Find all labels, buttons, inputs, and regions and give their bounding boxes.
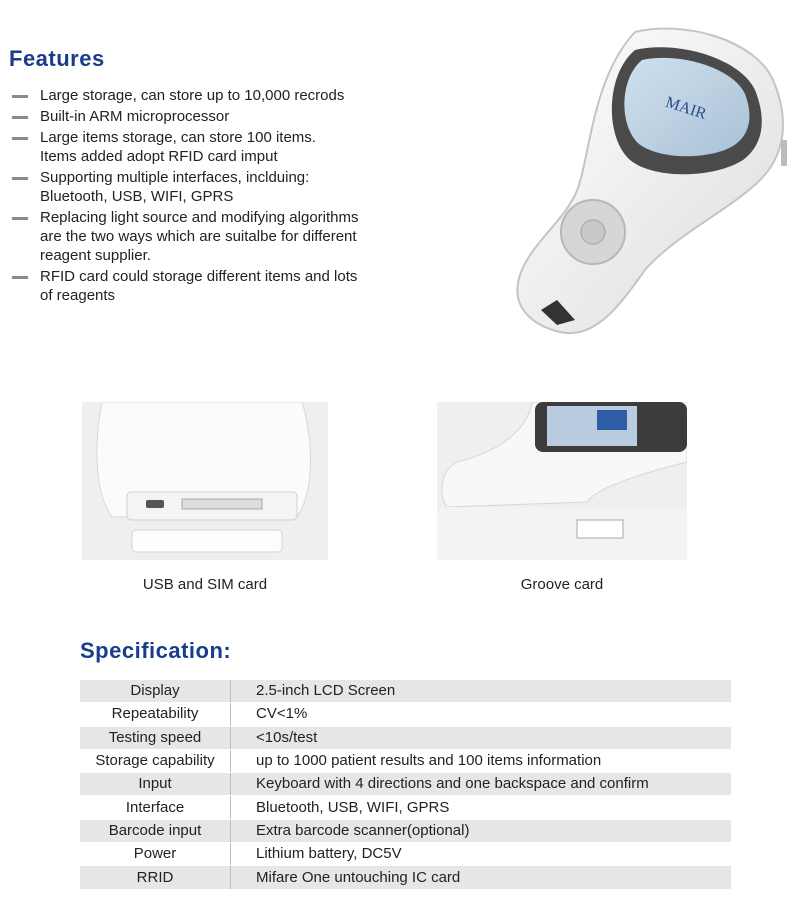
screen-text: MAIR — [663, 93, 709, 123]
feature-text: Supporting multiple interfaces, inclduing: — [40, 169, 310, 186]
feature-item — [12, 128, 432, 166]
table-row — [80, 703, 731, 726]
specification-heading: Specification: — [80, 638, 232, 663]
feature-item — [12, 86, 432, 105]
feature-text: Replacing light source and modifying algorithms — [40, 209, 359, 226]
groove-card-photo — [437, 402, 687, 560]
feature-text: are the two ways which are suitalbe for different — [40, 228, 357, 245]
feature-item — [12, 208, 432, 265]
feature-text: Large items storage, can store 100 items. — [40, 129, 316, 146]
feature-text: Bluetooth, USB, WIFI, GPRS — [40, 188, 234, 205]
table-row — [80, 796, 731, 819]
feature-text: of reagents — [40, 287, 116, 304]
feature-item — [12, 267, 432, 305]
spec-key: Power — [80, 843, 231, 866]
dash-bullet-icon — [12, 95, 28, 98]
feature-list — [12, 86, 432, 307]
handheld-analyzer-image — [505, 20, 795, 340]
spec-value: Extra barcode scanner(optional) — [231, 819, 732, 842]
spec-value: <10s/test — [231, 726, 732, 749]
feature-item — [12, 168, 432, 206]
table-row — [80, 843, 731, 866]
dash-bullet-icon — [12, 137, 28, 140]
spec-key: Interface — [80, 796, 231, 819]
groove-card-caption: Groove card — [520, 576, 604, 593]
spec-value: Lithium battery, DC5V — [231, 843, 732, 866]
specification-table — [80, 680, 731, 890]
spec-key: RRID — [80, 866, 231, 889]
feature-item — [12, 107, 432, 126]
dash-bullet-icon — [12, 116, 28, 119]
feature-text: Large storage, can store up to 10,000 recrods — [40, 87, 345, 104]
usb-sim-caption: USB and SIM card — [142, 576, 268, 593]
features-heading: Features — [9, 46, 105, 71]
spec-value: 2.5-inch LCD Screen — [231, 680, 732, 703]
usb-sim-image — [82, 402, 328, 560]
spec-key: Testing speed — [80, 726, 231, 749]
dash-bullet-icon — [12, 217, 28, 220]
spec-key: Barcode input — [80, 819, 231, 842]
spec-value: up to 1000 patient results and 100 items information — [231, 749, 732, 772]
feature-text: RFID card could storage different items and lots — [40, 268, 358, 285]
usb-sim-photo — [82, 402, 328, 560]
groove-card-image — [437, 402, 687, 560]
dash-bullet-icon — [12, 177, 28, 180]
spec-value: CV<1% — [231, 703, 732, 726]
table-row — [80, 726, 731, 749]
feature-text: Built-in ARM microprocessor — [40, 108, 230, 125]
table-row — [80, 773, 731, 796]
spec-key: Repeatability — [80, 703, 231, 726]
table-row — [80, 866, 731, 889]
feature-text: Items added adopt RFID card imput — [40, 148, 278, 165]
spec-value: Bluetooth, USB, WIFI, GPRS — [231, 796, 732, 819]
spec-key: Input — [80, 773, 231, 796]
spec-value: Keyboard with 4 directions and one backspace and confirm — [231, 773, 732, 796]
spec-key: Storage capability — [80, 749, 231, 772]
table-row — [80, 749, 731, 772]
spec-value: Mifare One untouching IC card — [231, 866, 732, 889]
table-row — [80, 680, 731, 703]
feature-text: reagent supplier. — [40, 247, 151, 264]
spec-key: Display — [80, 680, 231, 703]
dash-bullet-icon — [12, 276, 28, 279]
table-row — [80, 819, 731, 842]
